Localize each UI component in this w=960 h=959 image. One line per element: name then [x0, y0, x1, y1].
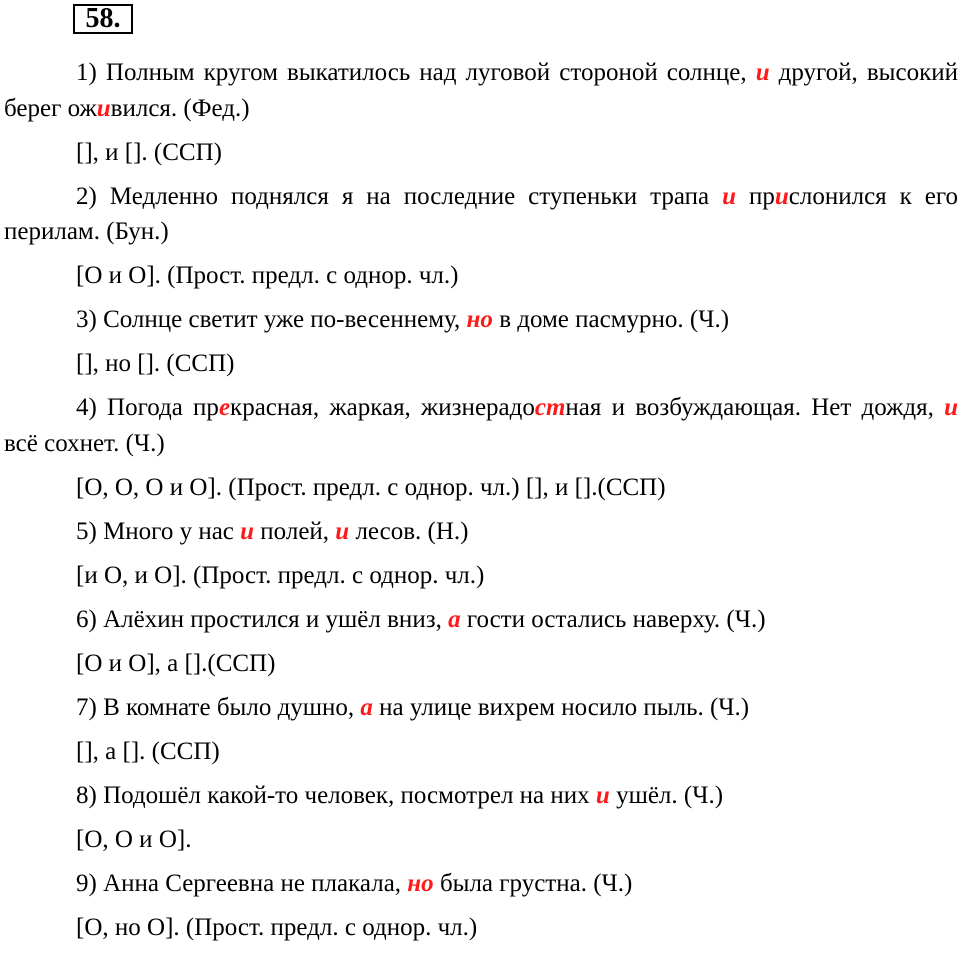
- sentence-text: вился. (Фед.): [110, 94, 250, 122]
- sentence-3: [4, 302, 958, 338]
- highlighted-fragment: и: [774, 182, 789, 210]
- highlighted-fragment: и: [240, 517, 255, 545]
- sentence-6: [4, 602, 958, 638]
- scheme-5: [и О, и О]. (Прост. предл. с однор. чл.): [76, 561, 485, 589]
- scheme-9: [О, но О]. (Прост. предл. с однор. чл.): [76, 913, 478, 941]
- sentence-1: [4, 55, 958, 126]
- exercise-content: [4, 55, 958, 954]
- sentence-text: другой, высокий берег ож: [4, 59, 958, 122]
- highlighted-fragment: и: [595, 781, 610, 809]
- sentence-text: была грустна. (Ч.): [433, 869, 633, 897]
- sentence-text: 5) Много у нас: [76, 517, 241, 545]
- sentence-text: на улице вихрем носило пыль. (Ч.): [372, 693, 750, 721]
- highlighted-fragment: ст: [534, 394, 566, 421]
- scheme-4: [О, О, О и О]. (Прост. предл. с однор. чл.) [], и [].(ССП): [76, 473, 666, 501]
- sentence-2: [4, 179, 958, 250]
- sentence-text: в доме пасмурно. (Ч.): [492, 306, 730, 333]
- sentence-text: ная и возбуждающая. Нет дождя,: [565, 394, 945, 421]
- sentence-text: полей,: [254, 517, 336, 545]
- scheme-1: [], и []. (ССП): [76, 138, 222, 166]
- scheme-7: [], а []. (ССП): [76, 737, 220, 765]
- highlighted-fragment: и: [755, 59, 770, 86]
- sentence-text: 3) Солнце светит уже по-весеннему,: [76, 306, 467, 333]
- sentence-9: [4, 866, 958, 902]
- sentence-text: ушёл. (Ч.): [609, 781, 724, 809]
- sentence-text: 1) Полным кругом выкатилось над луговой стороной солнце,: [76, 59, 756, 86]
- sentence-text: пр: [735, 182, 775, 210]
- sentence-text: 2) Медленно поднялся я на последние ступеньки трапа: [76, 182, 723, 210]
- sentence-text: 7) В комнате было душно,: [76, 693, 361, 721]
- sentence-5: [4, 514, 958, 550]
- highlighted-fragment: а: [360, 693, 373, 721]
- sentence-8: [4, 778, 958, 814]
- sentence-text: гости остались наверху. (Ч.): [460, 605, 766, 633]
- scheme-2: [О и О]. (Прост. предл. с однор. чл.): [76, 262, 459, 289]
- sentence-4: [4, 390, 958, 461]
- sentence-text: 4) Погода пр: [76, 394, 219, 421]
- sentence-text: 8) Подошёл какой-то человек, посмотрел на них: [76, 781, 596, 809]
- sentence-text: всё сохнет. (Ч.): [4, 429, 165, 457]
- sentence-text: 9) Анна Сергеевна не плакала,: [76, 869, 408, 897]
- highlighted-fragment: но: [466, 306, 493, 333]
- sentence-text: лесов. (Н.): [349, 517, 469, 545]
- exercise-number: 58.: [73, 4, 133, 34]
- sentence-text: слонился к его перилам. (Бун.): [4, 182, 959, 245]
- scheme-8: [О, О и О].: [76, 825, 192, 853]
- highlighted-fragment: и: [722, 182, 736, 210]
- highlighted-fragment: и: [96, 94, 111, 122]
- highlighted-fragment: а: [448, 605, 461, 633]
- highlighted-fragment: е: [218, 394, 231, 421]
- scheme-3: [], но []. (ССП): [76, 350, 235, 377]
- highlighted-fragment: и: [335, 517, 350, 545]
- sentence-7: [4, 690, 958, 726]
- highlighted-fragment: и: [944, 394, 958, 421]
- scheme-6: [О и О], а [].(ССП): [76, 649, 276, 677]
- sentence-text: красная, жаркая, жизнерадо: [230, 394, 535, 421]
- sentence-text: 6) Алёхин простился и ушёл вниз,: [76, 605, 449, 633]
- highlighted-fragment: но: [407, 869, 434, 897]
